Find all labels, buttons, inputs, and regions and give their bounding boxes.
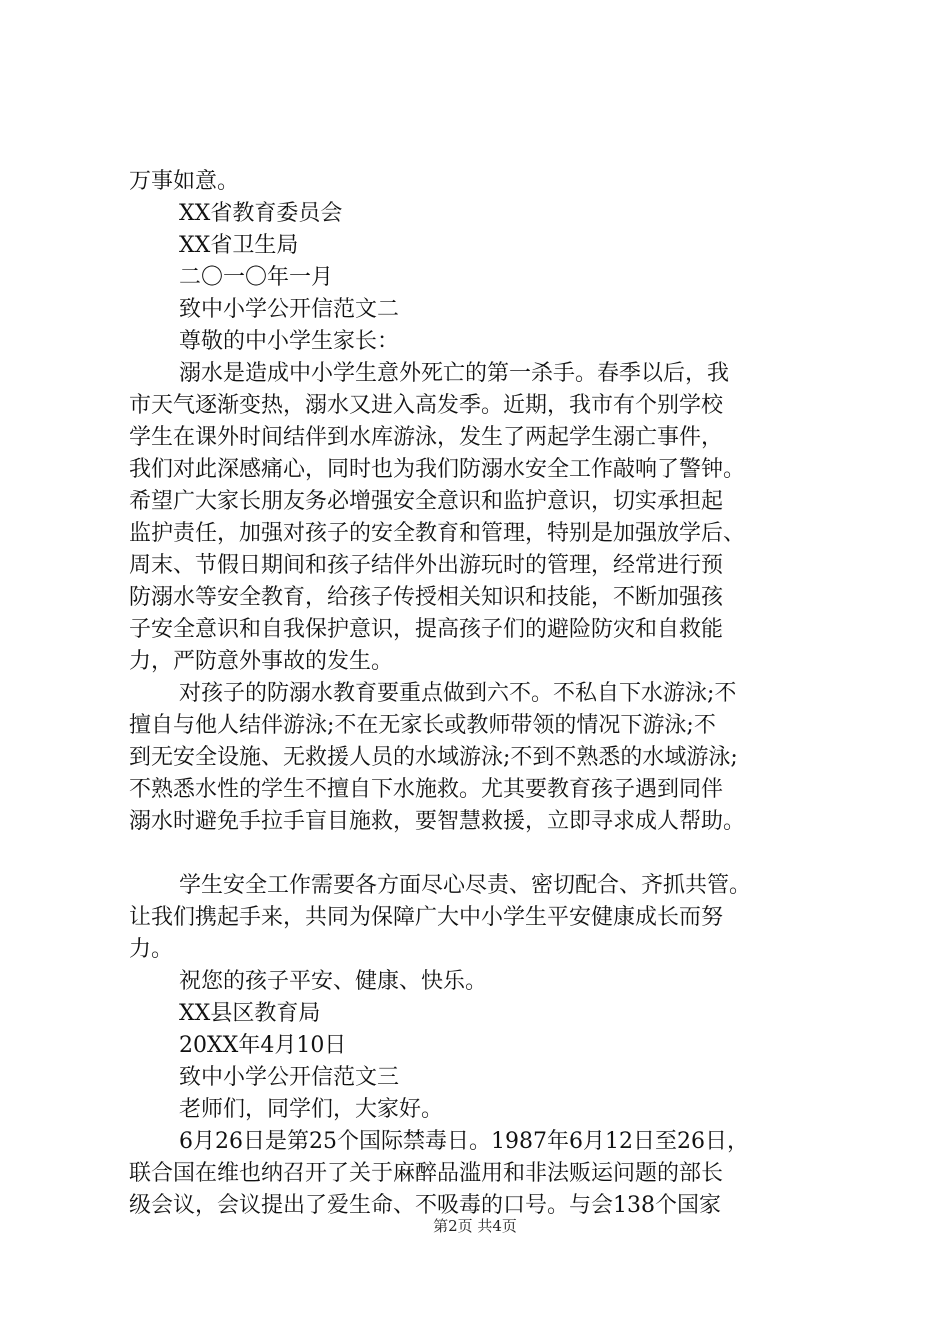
text-line: 级会议，会议提出了爱生命、不吸毒的口号。与会138个国家	[129, 1193, 721, 1218]
text-line: 溺水是造成中小学生意外死亡的第一杀手。春季以后，我	[179, 361, 730, 386]
text-line: 擅自与他人结伴游泳;不在无家长或教师带领的情况下游泳;不	[129, 713, 716, 738]
text-line: 防溺水等安全教育，给孩子传授相关知识和技能，不断加强孩	[129, 585, 724, 610]
text-line: 监护责任，加强对孩子的安全教育和管理，特别是加强放学后、	[129, 521, 746, 546]
text-line: 联合国在维也纳召开了关于麻醉品滥用和非法贩运问题的部长	[129, 1161, 724, 1186]
text-line: 学生在课外时间结伴到水库游泳，发生了两起学生溺亡事件，	[129, 425, 724, 450]
text-line: 市天气逐渐变热，溺水又进入高发季。近期，我市有个别学校	[129, 393, 724, 418]
text-line: 子安全意识和自我保护意识，提高孩子们的避险防灾和自救能	[129, 617, 724, 642]
text-line: 学生安全工作需要各方面尽心尽责、密切配合、齐抓共管。	[179, 873, 752, 898]
text-line: 希望广大家长朋友务必增强安全意识和监护意识，切实承担起	[129, 489, 724, 514]
text-line: 致中小学公开信范文三	[179, 1065, 400, 1090]
text-line: 不熟悉水性的学生不擅自下水施救。尤其要教育孩子遇到同伴	[129, 777, 724, 802]
text-line: 我们对此深感痛心，同时也为我们防溺水安全工作敲响了警钟。	[129, 457, 746, 482]
text-line: 老师们，同学们，大家好。	[179, 1097, 444, 1122]
text-line: XX省教育委员会	[179, 201, 343, 226]
text-line: 周末、节假日期间和孩子结伴外出游玩时的管理，经常进行预	[129, 553, 724, 578]
text-line: 对孩子的防溺水教育要重点做到六不。不私自下水游泳;不	[179, 681, 737, 706]
text-line: 致中小学公开信范文二	[179, 297, 400, 322]
text-line: 让我们携起手来，共同为保障广大中小学生平安健康成长而努	[129, 905, 724, 930]
text-line: 20XX年4月10日	[179, 1033, 347, 1058]
text-line: 6月26日是第25个国际禁毒日。1987年6月12日至26日，	[179, 1129, 749, 1154]
blank-line	[129, 838, 831, 870]
text-line: 到无安全设施、无救援人员的水域游泳;不到不熟悉的水域游泳;	[129, 745, 738, 770]
document-body	[129, 166, 831, 1222]
text-line: 万事如意。	[129, 169, 240, 194]
page-footer: 第2页 共4页	[433, 1217, 517, 1235]
text-line: XX省卫生局	[179, 233, 299, 258]
text-line: 力，严防意外事故的发生。	[129, 649, 394, 674]
text-line: 尊敬的中小学生家长：	[179, 329, 400, 354]
text-line: 溺水时避免手拉手盲目施救，要智慧救援，立即寻求成人帮助。	[129, 809, 746, 834]
text-line: XX县区教育局	[179, 1001, 321, 1026]
text-line: 二〇一〇年一月	[179, 265, 334, 290]
text-line: 力。	[129, 937, 174, 962]
text-line: 祝您的孩子平安、健康、快乐。	[179, 969, 488, 994]
